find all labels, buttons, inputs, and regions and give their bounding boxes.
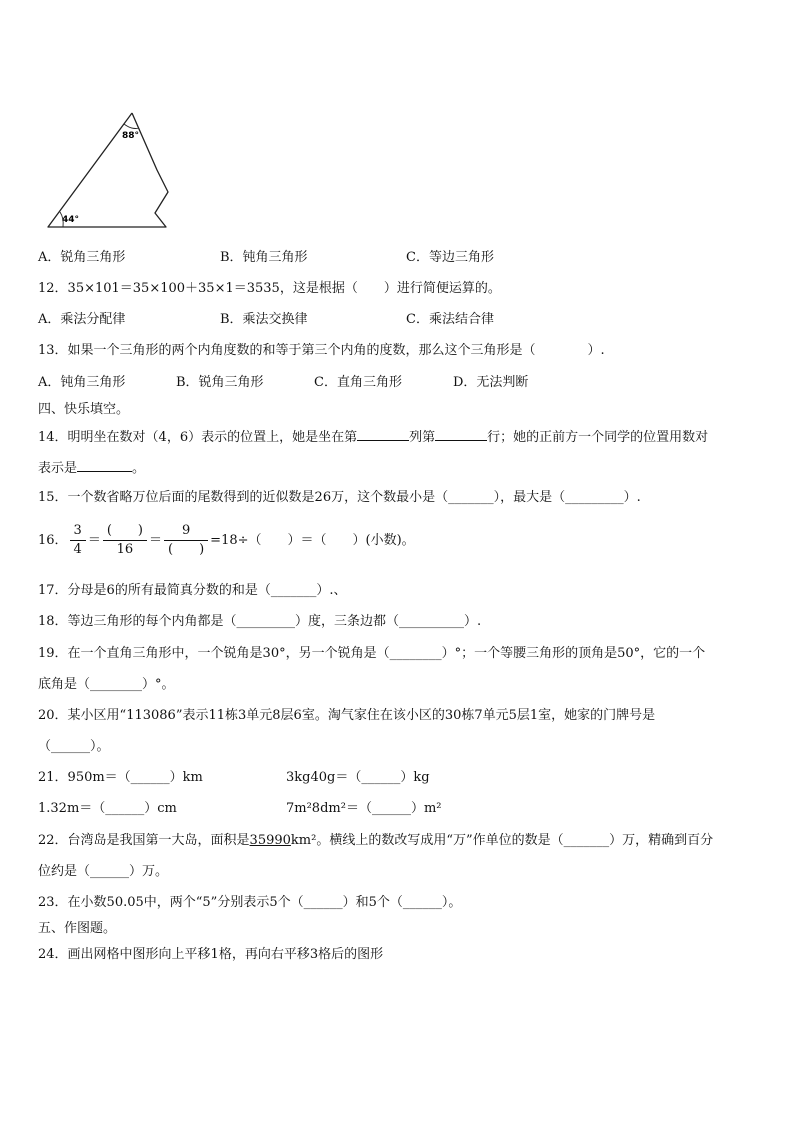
- q12-option-c: C．乘法结合律: [406, 312, 494, 327]
- q22-part2: km²。横线上的数改写成用“万”作单位的数是（_______）万，精确到百分: [290, 833, 714, 848]
- triangle-drawing: [44, 108, 174, 233]
- q11-option-c: C．等边三角形: [406, 250, 494, 265]
- section-5-heading: 五、作图题。: [38, 921, 117, 936]
- q15-text: 15．一个数省略万位后面的尾数得到的近似数是26万，这个数最小是（_______），最大是（_________）.: [38, 490, 641, 505]
- q22-line1: [38, 832, 713, 850]
- q21-item-a: 21．950m＝（______）km: [38, 770, 203, 785]
- q16-fraction-3-numerator: 9: [164, 522, 208, 541]
- q12-text: 12．35×101＝35×100＋35×1＝3535，这是根据（ ）进行简便运算的。: [38, 281, 501, 296]
- q22-line2: 位约是（______）万。: [38, 864, 169, 879]
- q13-text: 13．如果一个三角形的两个内角度数的和等于第三个内角的度数，那么这个三角形是（ ）.: [38, 343, 605, 358]
- q13-option-b: B．锐角三角形: [176, 375, 264, 390]
- q20-line2: （______）。: [38, 739, 110, 754]
- q14-blank-column[interactable]: [357, 427, 409, 441]
- angle-label-top: 88°: [122, 131, 140, 141]
- q14-part2: 列第: [409, 430, 436, 445]
- q14-blank-row[interactable]: [435, 427, 487, 441]
- q13-option-c: C．直角三角形: [314, 375, 402, 390]
- q16-fraction-2: [103, 522, 147, 559]
- q12-option-b: B．乘法交换律: [220, 312, 308, 327]
- q16-label: 16．: [38, 533, 68, 548]
- q14-line2-suffix: 。: [132, 461, 146, 476]
- q16-fraction-2-denominator: 16: [116, 542, 134, 557]
- q18-text: 18．等边三角形的每个内角都是（_________）度，三条边都（__________）.: [38, 614, 482, 629]
- q14-part3: 行；她的正前方一个同学的位置用数对: [487, 430, 709, 445]
- q22-underlined-number: 35990: [249, 833, 291, 848]
- q16-text: [38, 521, 415, 561]
- q19-line2: 底角是（________）°。: [38, 677, 175, 692]
- q14-line2: [38, 458, 145, 478]
- q16-fraction-3-denominator[interactable]: ( ): [168, 542, 205, 557]
- q14-blank-position[interactable]: [77, 458, 132, 472]
- q13-option-d: D．无法判断: [453, 375, 529, 390]
- q16-fraction-1-denominator: 4: [73, 542, 82, 557]
- q23-text: 23．在小数50.05中，两个“5”分别表示5个（______）和5个（______）。: [38, 895, 462, 910]
- q22-part1: 22．台湾岛是我国第一大岛，面积是: [38, 833, 250, 848]
- q16-equals-2: ＝: [149, 533, 163, 548]
- q16-fraction-2-numerator[interactable]: ( ): [103, 522, 147, 541]
- q16-fraction-1: [70, 522, 86, 559]
- q21-item-b: 3kg40g＝（______）kg: [286, 770, 430, 785]
- q12-option-a: A．乘法分配律: [38, 312, 126, 327]
- q16-fraction-3: [164, 522, 208, 559]
- q16-fraction-1-numerator: 3: [70, 522, 86, 541]
- q24-text: 24．画出网格中图形向上平移1格，再向右平移3格后的图形: [38, 947, 384, 962]
- q14-line2-prefix: 表示是: [38, 461, 78, 476]
- angle-label-left: 44°: [62, 215, 80, 225]
- q11-option-b: B．钝角三角形: [220, 250, 308, 265]
- triangle-outline: [48, 113, 168, 227]
- q11-option-a: A．锐角三角形: [38, 250, 126, 265]
- q21-item-c: 1.32m＝（______）cm: [38, 801, 177, 816]
- section-4-heading: 四、快乐填空。: [38, 402, 130, 417]
- q14-part1: 14．明明坐在数对（4，6）表示的位置上，她是坐在第: [38, 430, 358, 445]
- q14-line1: [38, 427, 708, 447]
- q13-option-a: A．钝角三角形: [38, 375, 126, 390]
- q17-text: 17．分母是6的所有最简真分数的和是（_______）.、: [38, 583, 347, 598]
- q20-line1: 20．某小区用“113086”表示11栋3单元8层6室。淘气家住在该小区的30栋7单元5层1室，她家的门牌号是: [38, 708, 656, 723]
- q19-line1: 19．在一个直角三角形中，一个锐角是30°，另一个锐角是（________）°；一个等腰三角形的顶角是50°，它的一个: [38, 646, 706, 661]
- q16-equals-1: ＝: [87, 533, 101, 548]
- q21-item-d: 7m²8dm²＝（______）m²: [286, 801, 442, 816]
- q16-tail: =18÷（ ）＝（ ）(小数)。: [210, 533, 415, 548]
- triangle-figure: [44, 108, 174, 237]
